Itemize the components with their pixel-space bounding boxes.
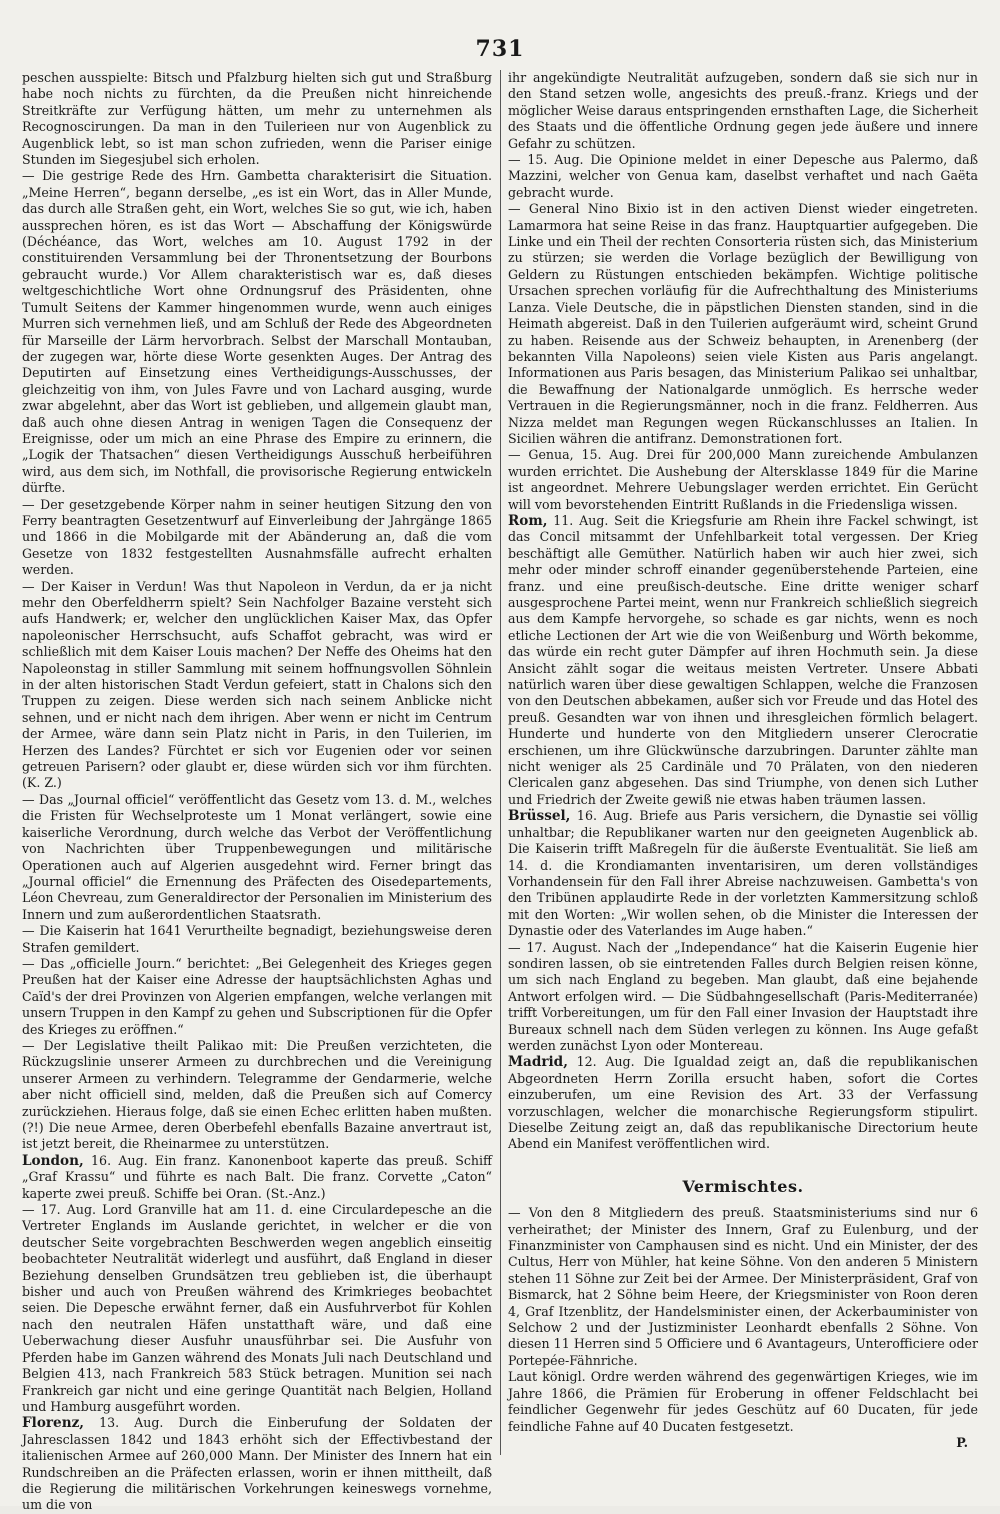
article-paragraph — [22, 70, 492, 168]
column-divider — [500, 70, 501, 1455]
right-column — [508, 70, 978, 1460]
article-paragraph — [508, 70, 978, 152]
article-text: — Von den 8 Mitgliedern des preuß. Staatsministeriums sind nur 6 verheirathet; der Minister des Innern, Graf zu Eulenburg, und der Finanzminister von Camphausen sind es nicht. Und ein Minister, der des Cultus, Herr von Mühler, hat keine Söhne. Von den anderen 5 Ministern stehen 11 Söhne zur Zeit bei der Armee. Der Ministerpräsident, Graf von Bismarck, hat 2 Söhne beim Heere, der Kriegsminister von Roon deren 4, Graf Itzenblitz, der Handelsminister einen, der Ackerbauminister von Selchow 2 und der Justizminister Leonhardt ebenfalls 2 Söhne. Von diesen 11 Herren sind 5 Officiere und 6 Avantageurs, Unterofficiere oder Portepée-Fähnriche. — [508, 1205, 978, 1368]
right-articles — [508, 70, 978, 1153]
article-paragraph — [508, 1205, 978, 1369]
article-text: peschen ausspielte: Bitsch und Pfalzburg hielten sich gut und Straßburg habe noch nichts zu fürchten, da die Preußen nicht hinreichende Streitkräfte zur Verfügung hätten, um mehr zu unternehmen als Recognoscirungen. Da man in den Tuilerieen nur von Augenblick zu Augenblick lebt, so ist man schon zufrieden, wenn die Pariser einige Stunden im Siegesjubel sich erholen. — [22, 70, 492, 168]
article-paragraph — [22, 168, 492, 496]
article-paragraph — [22, 923, 492, 956]
signature: P. — [956, 1434, 968, 1450]
article-paragraph — [22, 956, 492, 1038]
dateline-place: Rom, — [508, 512, 548, 529]
article-text: — 17. Aug. Lord Granville hat am 11. d. eine Circulardepesche an die Vertreter Englands im Auslande gerichtet, in welcher er die von deutscher Seite vorgebrachten Beschwerden wegen angeblich einseitig beobachteter Neutralität widerlegt und ausführt, daß England in dieser Beziehung denselben Grundsätzen treu geblieben ist, die überhaupt bisher und auch von Preußen während des Krimkrieges beobachtet seien. Die Depesche erwähnt ferner, daß ein Ausfuhrverbot für Kohlen nach den neutralen Häfen unstatthaft wäre, und daß eine Ueberwachung dieser Ausfuhr unausführbar sei. Die Ausfuhr von Pferden habe im Ganzen während des Monats Juli nach Deutschland und Belgien 413, nach Frankreich 583 Stück betragen. Munition sei nach Frankreich gar nicht und eine geringe Quantität nach Belgien, Holland und Hamburg ausgeführt worden. — [22, 1202, 492, 1414]
article-paragraph — [508, 201, 978, 447]
article-text: Laut königl. Ordre werden während des gegenwärtigen Krieges, wie im Jahre 1866, die Prämien für Eroberung in offener Feldschlacht bei feindlicher Gegenwehr für jedes Geschütz auf 60 Ducaten, für jede feindliche Fahne auf 40 Ducaten festgesetzt. — [508, 1369, 978, 1434]
article-paragraph — [22, 792, 492, 923]
article-text: 12. Aug. Die Igualdad zeigt an, daß die republikanischen Abgeordneten Herrn Zorilla ersucht haben, sofort die Cortes einzuberufen, um eine Revision des Art. 33 der Verfassung vorzuschlagen, welcher die monarchische Regierungsform stipulirt. Dieselbe Zeitung zeigt an, daß das republikanische Directorium heute Abend ein Manifest veröffentlichen wird. — [508, 1054, 978, 1152]
article-text: — Genua, 15. Aug. Drei für 200,000 Mann zureichende Ambulanzen wurden errichtet. Die Aushebung der Altersklasse 1849 für die Marine ist angeordnet. Mehrere Uebungslager werden errichtet. Ein Gerücht will vom bevorstehenden Eintritt Rußlands in die Friedensliga wissen. — [508, 447, 978, 512]
article-paragraph — [508, 447, 978, 513]
article-text: — 17. August. Nach der „Independance“ hat die Kaiserin Eugenie hier sondiren lassen, ob sie eintretenden Falles durch Belgien reisen könne, um sich nach England zu begeben. Man glaubt, daß eine bejahende Antwort erfolgen wird. — Die Südbahngesellschaft (Paris-Mediterranée) trifft Vorbereitungen, um für den Fall einer Invasion der Hauptstadt ihre Bureaux schnell nach dem Süden verlegen zu können. Ins Auge gefaßt werden zunächst Lyon oder Montereau. — [508, 939, 978, 1053]
article-text: — General Nino Bixio ist in den activen Dienst wieder eingetreten. Lamarmora hat seine Reise in das franz. Hauptquartier aufgegeben. Die Linke und ein Theil der rechten Consorteria rüsten sich, das Ministerium zu stürzen; sie werden die Vorlage bezüglich der Bewilligung von Geldern zu Rüstungen entschieden bekämpfen. Wichtige politische Ursachen sprechen vorläufig für die Aufrechthaltung des Ministeriums Lanza. Viele Deutsche, die in päpstlichen Diensten standen, sind in die Heimath abgereist. Daß in den Tuilerien aufgeräumt wird, scheint Grund zu haben. Reisende aus der Schweiz behaupten, in Arenenberg (der bekannten Villa Napoleons) seien viele Kisten aus Paris angelangt. Informationen aus Paris besagen, das Ministerium Palikao sei unhaltbar, die Bewaffnung der Nationalgarde unmöglich. Es herrsche weder Vertrauen in die Regierungsmänner, noch in die franz. Feldherren. Aus Nizza meldet man Regungen wegen Rückanschlusses an Italien. In Sicilien währen die antifranz. Demonstrationen fort. — [508, 201, 978, 446]
article-paragraph — [22, 1038, 492, 1153]
left-column — [22, 70, 492, 1513]
article-paragraph — [508, 940, 978, 1055]
section-heading-vermischtes: Vermischtes. — [682, 1176, 804, 1196]
article-text: 16. Aug. Ein franz. Kanonenboot kaperte das preuß. Schiff „Graf Krassu“ und führte es nach Balt. Die franz. Corvette „Caton“ kaperte zwei preuß. Schiffe bei Oran. (St.-Anz.) — [22, 1152, 492, 1201]
columns — [22, 70, 978, 1513]
article-paragraph — [508, 1369, 978, 1435]
article-paragraph — [22, 1202, 492, 1415]
article-text: — Der Legislative theilt Palikao mit: Die Preußen verzichteten, die Rückzugslinie unserer Armeen zu durchbrechen und die Vereinigung unserer Armeen zu verhindern. Telegramme der Gendarmerie, welche aber nicht officiell sind, melden, daß die Preußen sich auf Comercy zurückziehen. Hieraus folge, daß sie einen Echec erlitten haben mußten. (?!) Die neue Armee, deren Oberbefehl ebenfalls Bazaine anvertraut ist, ist jetzt bereit, die Rheinarmee zu unterstützen. — [22, 1037, 492, 1152]
article-text: 16. Aug. Briefe aus Paris versichern, die Dynastie sei völlig unhaltbar; die Republikaner warten nur den geeigneten Augenblick ab. Die Kaiserin trifft Maßregeln für die äußerste Eventualität. Sie ließ am 14. d. die Krondiamanten inventarisiren, um deren vollständiges Vorhandensein für den Fall ihrer Abreise nachzuweisen. Gambetta's von den Tribünen applaudirte Rede in der vorletzten Kammersitzung schloß mit den Worten: „Wir wollen sehen, ob die Minister die Interessen der Dynastie oder des Vaterlandes im Auge haben.“ — [508, 808, 978, 939]
article-text: — Das „officielle Journ.“ berichtet: „Bei Gelegenheit des Krieges gegen Preußen hat der Kaiser eine Adresse der hauptsächlichsten Aghas und Caïd's der drei Provinzen von Algerien empfangen, welche verlangen mit unsern Truppen in den Kampf zu gehen und Subscriptionen für die Opfer des Krieges zu eröffnen.“ — [22, 955, 492, 1037]
dateline-place: Florenz, — [22, 1415, 85, 1432]
article-text: — 15. Aug. Die Opinione meldet in einer Depesche aus Palermo, daß Mazzini, welcher von Genua kam, daselbst verhaftet und nach Gaëta gebracht wurde. — [508, 152, 978, 200]
article-text: 13. Aug. Durch die Einberufung der Soldaten der Jahresclassen 1842 und 1843 erhöht sich der Effectivbestand der italienischen Armee auf 260,000 Mann. Der Minister des Innern hat ein Rundschreiben an die Präfecten erlassen, worin er ihnen mittheilt, daß die Regierung die militärischen Vorkehrungen keineswegs vornehme, um die von — [22, 1415, 492, 1513]
dateline-place: Madrid, — [508, 1054, 568, 1071]
article-paragraph — [508, 1054, 978, 1152]
article-paragraph — [508, 152, 978, 201]
dateline-place: Brüssel, — [508, 808, 571, 825]
vermischtes-articles — [508, 1205, 978, 1435]
article-text: — Die gestrige Rede des Hrn. Gambetta charakterisirt die Situation. „Meine Herren“, begann derselbe, „es ist ein Wort, das in Aller Munde, das durch alle Straßen geht, ein Wort, welches Sie so gut, wie ich, haben aussprechen hören, es ist das Wort — Abschaffung der Königswürde (Déchéance, das Wort, welches am 10. August 1792 in der constituirenden Versammlung bei der Thronentsetzung der Bourbons gebraucht wurde.) Vor Allem charakteristisch war es, daß dieses weltgeschichtliche Wort ohne Ordnungsruf des Präsidenten, ohne Tumult Seitens der Kammer hingenommen wurde, wenn auch einiges Murren sich vernehmen ließ, und am Schluß der Rede des Abgeordneten für Marseille der Lärm hervorbrach. Selbst der Marschall Montauban, der zugegen war, hörte diese Worte gesenkten Auges. Der Antrag des Deputirten auf Einsetzung eines Vertheidigungs-Ausschusses, der gleichzeitig von ihm, von Jules Favre und von Lachard ausging, wurde zwar abgelehnt, aber das Wort ist geblieben, und allgemein glaubt man, daß auch ohne diesen Antrag in wenigen Tagen die Consequenz der Ereignisse, oder um mich an eine Phrase des Empire zu erinnern, die „Logik der Thatsachen“ diesen Vertheidigungs Ausschuß herbeiführen wird, aus dem sich, im Nothfall, die provisorische Regierung entwickeln dürfte. — [22, 168, 492, 496]
page-number: 731 — [475, 36, 525, 62]
article-text: ihr angekündigte Neutralität aufzugeben, sondern daß sie sich nur in den Stand setzen wolle, angesichts des preuß.-franz. Kriegs und der möglicher Weise daraus entspringenden ernsthaften Lage, die Sicherheit des Staats und die öffentliche Ordnung gegen jede äußere und innere Gefahr zu schützen. — [508, 70, 978, 151]
article-paragraph — [508, 808, 978, 939]
article-paragraph — [508, 513, 978, 808]
dateline-place: London, — [22, 1152, 84, 1169]
article-text: — Das „Journal officiel“ veröffentlicht das Gesetz vom 13. d. M., welches die Fristen für Wechselproteste um 1 Monat verlängert, sowie eine kaiserliche Verordnung, durch welche das Verbot der Veröffentlichung von Nachrichten über Truppenbewegungen und militärische Operationen auch auf Algerien ausgedehnt wird. Ferner bringt das „Journal officiel“ die Ernennung des Präfecten des Oisedepartements, Léon Chevreau, zum Generaldirector der Personalien im Ministerium des Innern und zum außerordentlichen Staatsrath. — [22, 791, 492, 922]
article-text: — Der Kaiser in Verdun! Was thut Napoleon in Verdun, da er ja nicht mehr den Oberfeldherrn spielt? Sein Nachfolger Bazaine versteht sich aufs Handwerk; er, welcher den unglücklichen Kaiser Max, das Opfer napoleonischer Herrschsucht, aufs Schaffot gebracht, was wird er schließlich mit dem Kaiser Louis machen? Der Neffe des Oheims hat den Napoleonstag in stiller Sammlung mit seinem hoffnungsvollen Söhnlein in der alten historischen Stadt Verdun gefeiert, statt in Chalons sich den Truppen zu zeigen. Diese werden sich nach seinem Anblicke nicht sehnen, und er nicht nach dem ihrigen. Aber wenn er nicht im Centrum der Armee, wäre dann sein Platz nicht in Paris, in den Tuilerien, im Herzen des Landes? Fürchtet er sich vor Eugenien oder vor seinen getreuen Parisern? oder glaubt er, diese würden sich vor ihm fürchten. (K. Z.) — [22, 578, 492, 791]
article-text: — Der gesetzgebende Körper nahm in seiner heutigen Sitzung den von Ferry beantragten Gesetzentwurf auf Einverleibung der Jahrgänge 1865 und 1866 in die Mobilgarde mit der Abänderung an, daß die vom Gesetze von 1832 festgestellten Ausnahmsfälle aufrecht erhalten werden. — [22, 496, 492, 578]
article-paragraph — [22, 1415, 492, 1513]
article-text: — Die Kaiserin hat 1641 Verurtheilte begnadigt, beziehungsweise deren Strafen gemildert. — [22, 923, 492, 955]
article-paragraph — [22, 579, 492, 792]
article-paragraph — [22, 497, 492, 579]
article-paragraph — [22, 1153, 492, 1202]
article-text: 11. Aug. Seit die Kriegsfurie am Rhein ihre Fackel schwingt, ist das Concil mitsammt der Unfehlbarkeit total vergessen. Der Krieg beschäftigt alle Gemüther. Natürlich haben wir auch hier zwei, sich mehr oder minder schroff einander gegenüberstehende Parteien, eine franz. und eine preußisch-deutsche. Eine dritte weniger scharf ausgesprochene Partei meint, wenn nur Frankreich schließlich siegreich aus dem Kampfe hervorgehe, so schade es gar nichts, wenn es noch etliche Lectionen der Art wie die von Weißenburg und Wörth bekomme, das würde ein recht guter Dämpfer auf ihren Hochmuth sein. Ja diese Ansicht zählt sogar die weitaus meisten Vertreter. Unsere Abbati natürlich waren über diese gewaltigen Schlappen, welche die Franzosen von den Deutschen abbekamen, außer sich vor Freude und das Hotel des preuß. Gesandten war von ihnen und ihresgleichen förmlich belagert. Hunderte und hunderte von den Mitgliedern unserer Clerocratie erschienen, um ihre Glückwünsche darzubringen. Darunter zählte man nicht weniger als 25 Cardinäle und 70 Prälaten, von den niederen Clericalen ganz abgesehen. Das sind Triumphe, von denen sich Luther und Friedrich der Zweite gewiß nie etwas haben träumen lassen. — [508, 512, 978, 807]
